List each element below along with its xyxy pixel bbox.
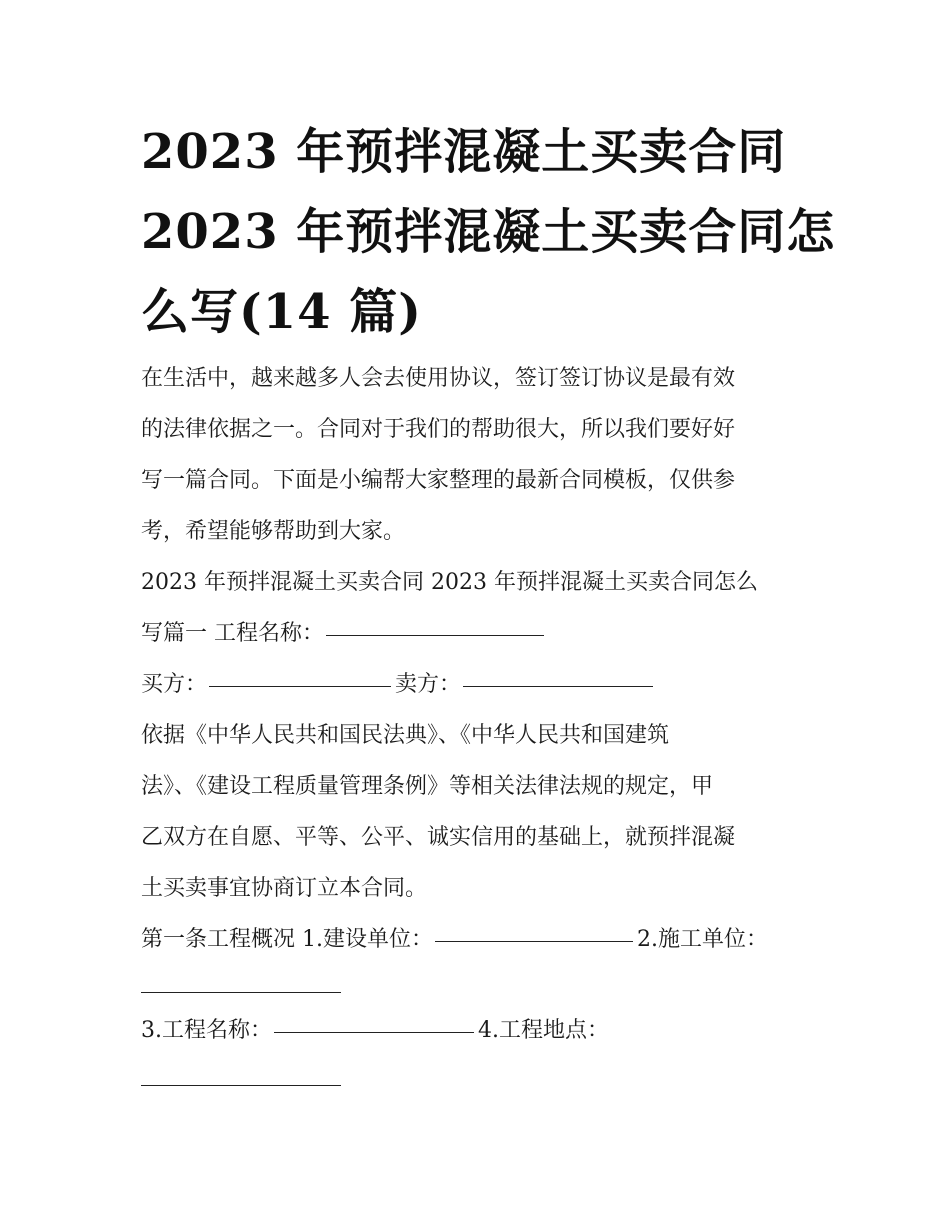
parties-row xyxy=(141,659,821,710)
document-title xyxy=(141,112,841,352)
contract-heading-line: 2023 年预拌混凝土买卖合同 2023 年预拌混凝土买卖合同怎么 xyxy=(141,570,758,595)
construction-owner-label: 第一条工程概况 1.建设单位： xyxy=(141,927,433,952)
buyer-blank xyxy=(209,656,391,687)
construction-unit-label: 2.施工单位： xyxy=(636,927,768,952)
contract-header xyxy=(141,557,821,710)
project-name-blank xyxy=(326,605,544,636)
project-location-label: 4.工程地点： xyxy=(478,1018,609,1043)
project-name-row xyxy=(141,608,821,659)
project-location-blank xyxy=(141,1055,341,1086)
article-one-row-2 xyxy=(141,1005,821,1058)
buyer-label: 买方： xyxy=(141,672,208,697)
seller-label: 卖方： xyxy=(395,672,462,697)
intro-paragraph xyxy=(141,353,821,557)
article-one-row-1 xyxy=(141,914,821,965)
intro-line-1: 在生活中，越来越多人会去使用协议，签订签订协议是最有效 xyxy=(141,366,736,391)
intro-line-3: 写一篇合同。下面是小编帮大家整理的最新合同模板，仅供参 xyxy=(141,468,736,493)
project-name-label-2: 3.工程名称： xyxy=(141,1018,272,1043)
construction-owner-blank xyxy=(435,911,633,942)
project-name-label: 写篇一 工程名称： xyxy=(141,621,324,646)
basis-line-2: 法》、《建设工程质量管理条例》等相关法律法规的规定，甲 xyxy=(141,774,714,799)
basis-line-3: 乙双方在自愿、平等、公平、诚实信用的基础上，就预拌混凝 xyxy=(141,825,736,850)
basis-line-4: 土买卖事宜协商订立本合同。 xyxy=(141,876,428,901)
project-name-blank-2 xyxy=(274,1002,474,1033)
seller-blank xyxy=(463,656,653,687)
title-line-1: 2023 年预拌混凝土买卖合同 xyxy=(141,124,787,180)
legal-basis-paragraph xyxy=(141,710,821,914)
basis-line-1: 依据《中华人民共和国民法典》、《中华人民共和国建筑 xyxy=(141,723,670,748)
intro-line-2: 的法律依据之一。合同对于我们的帮助很大，所以我们要好好 xyxy=(141,417,736,442)
intro-line-4: 考，希望能够帮助到大家。 xyxy=(141,519,406,544)
article-one xyxy=(141,914,821,1098)
title-line-3: 么写(14 篇) xyxy=(141,284,422,340)
title-line-2: 2023 年预拌混凝土买卖合同怎 xyxy=(141,204,836,260)
project-location-row xyxy=(141,1058,821,1098)
construction-unit-blank xyxy=(141,962,341,993)
construction-unit-row xyxy=(141,965,821,1005)
